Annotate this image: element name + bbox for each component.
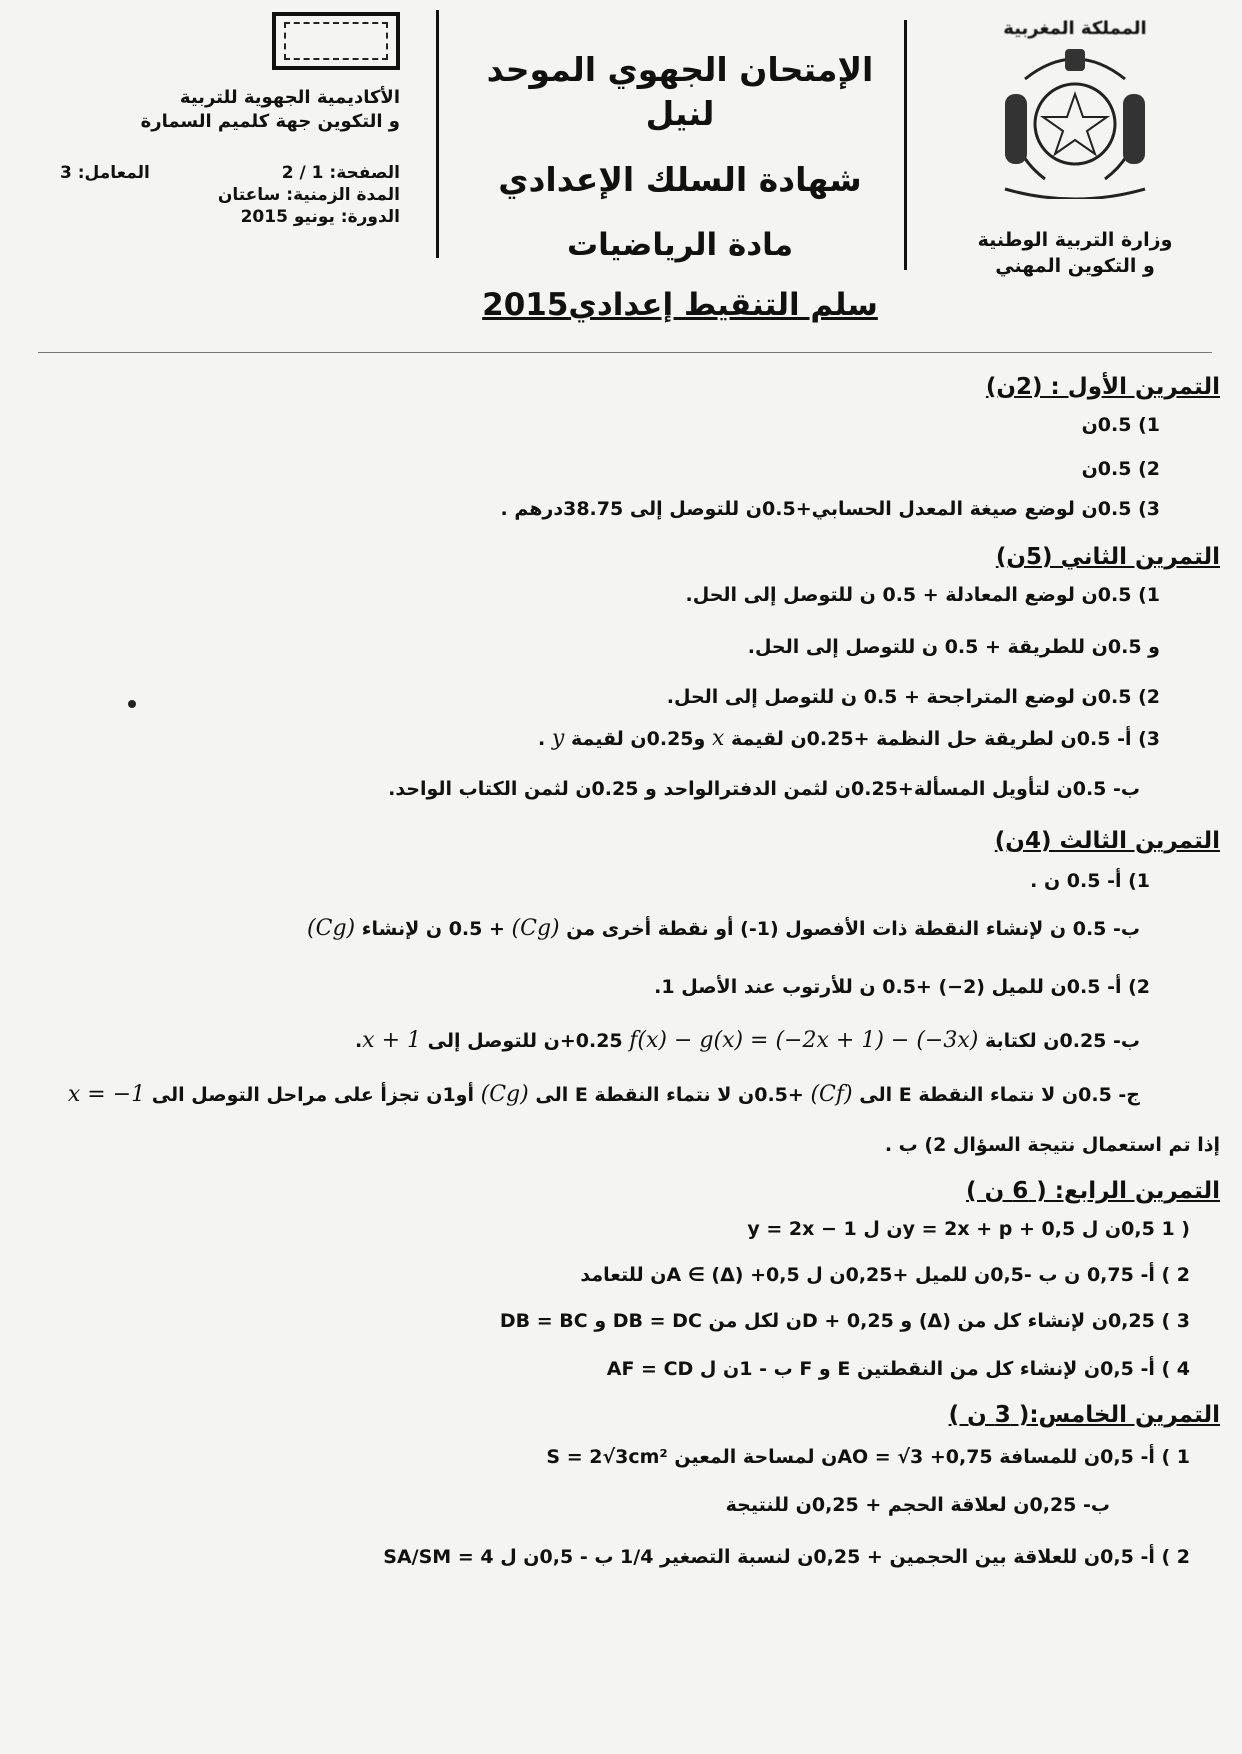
ex2-line1: 1) 0.5ن لوضع المعادلة + 0.5 ن للتوصل إلى الحل. [685,584,1160,606]
math-cf: (Cf) [810,1082,853,1107]
ex1-line1: 1) 0.5ن [1081,414,1160,436]
ex5-line2: ب- 0,25ن لعلاقة الحجم + 0,25ن للنتيجة [725,1494,1110,1516]
session: الدورة: يونيو 2015 [240,207,400,227]
duration: المدة الزمنية: ساعتان [217,185,400,205]
ministry-line2: و التكوين المهني [995,255,1155,277]
ex4-line2: 2 ) أ- 0,75 ن ب -0,5ن للميل +0,25ن ل A ∈ (Δ) +0,5ن للتعامد [580,1264,1190,1286]
exercise-5-title: التمرين الخامس:( 3 ن ) [948,1402,1220,1428]
exam-meta [60,162,400,228]
ex4-line4: 4 ) أ- 0,5ن لإنشاء كل من النقطتين E و F ب - 1ن ل AF = CD [606,1358,1190,1380]
ex4-line3: 3 ) 0,25ن لإنشاء كل من (Δ) و D + 0,25ن لكل من DB = DC و DB = BC [499,1310,1190,1332]
royal-emblem-icon [985,39,1165,209]
ex3-line4b: 0.25+ن للتوصل إلى [427,1030,623,1052]
ex2-line4a: 3) أ- 0.5ن لطريقة حل النظمة +0.25ن لقيمة [731,728,1160,750]
ex3-line4: ب- 0.25ن لكتابة f(x) − g(x) = (−2x + 1) − (−3x) 0.25+ن للتوصل إلى x + 1. [354,1028,1140,1053]
ex3-line2 [40,914,1140,944]
ex2-line2: و 0.5ن للطريقة + 0.5 ن للتوصل إلى الحل. [747,636,1160,658]
ex2-line4b: و0.25ن لقيمة [570,728,706,750]
ex3-line4a: ب- 0.25ن لكتابة [984,1030,1140,1052]
kingdom-label: المملكة المغربية [1003,18,1147,39]
academy-line2: و التكوين جهة كلميم السمارة [140,111,400,132]
ex5-line1: 1 ) أ- 0,5ن للمسافة AO = √3 +0,75ن لمساحة المعين S = 2√3cm² [546,1446,1190,1468]
ex3-line6: إذا تم استعمال نتيجة السؤال 2) ب . [884,1134,1220,1156]
ex3-line5a: ج- 0.5ن لا نتماء النقطة E الى [859,1084,1140,1106]
grading-scale-title: سلم التنقيط إعدادي2015 [482,287,878,323]
academy-logo-icon [272,12,400,70]
academy-line1: الأكاديمية الجهوية للتربية [179,87,400,108]
ex2-line3: 2) 0.5ن لوضع المتراجحة + 0.5 ن للتوصل إلى الحل. [666,686,1160,708]
ex3-line5b: +0.5ن لا نتماء النقطة E الى [535,1084,804,1106]
exercise-4-title: التمرين الرابع: ( 6 ن ) [966,1178,1220,1204]
certificate-title: شهادة السلك الإعدادي [498,160,862,199]
header-divider-left [436,10,439,258]
exercise-1-title: التمرين الأول : (2ن) [985,374,1220,400]
header-rule [38,352,1212,353]
grading-content [40,368,1220,1572]
math-fg: f(x) − g(x) = (−2x + 1) − (−3x) [629,1028,979,1053]
ex3-line2b: + 0.5 ن لإنشاء [361,918,505,940]
math-cg-2: (Cg) [307,916,356,941]
math-cg-1: (Cg) [511,916,560,941]
ex1-line2: 2) 0.5ن [1081,458,1160,480]
ex3-line5c: أو1ن تجزأ على مراحل التوصل الى [151,1084,474,1106]
ex4-line1: ( 1 0,5ن ل y = 2x + p + 0,5ن ل y = 2x − 1 [747,1218,1190,1240]
ministry-line1: وزارة التربية الوطنية [977,229,1173,251]
exercise-3-title: التمرين الثالث (4ن) [994,828,1220,854]
math-cg-3: (Cg) [480,1082,529,1107]
subject-title: مادة الرياضيات [566,227,794,263]
ex3-line2a: ب- 0.5 ن لإنشاء النقطة ذات الأفصول (1-) أو نقطة أخرى من [566,918,1140,940]
exam-title: الإمتحان الجهوي الموحد لنيل [486,50,874,133]
ex5-line3: 2 ) أ- 0,5ن للعلاقة بين الحجمين + 0,25ن لنسبة التصغير 1/4 ب - 0,5ن ل SA/SM = 4 [383,1546,1190,1568]
exam-title-block [450,48,910,326]
math-xm1: x = −1 [67,1082,146,1107]
ex2-line5: ب- 0.5ن لتأويل المسألة+0.25ن لثمن الدفترالواحد و 0.25ن لثمن الكتاب الواحد. [388,778,1140,800]
ex1-line3: 3) 0.5ن لوضع صيغة المعدل الحسابي+0.5ن للتوصل إلى 38.75درهم . [500,498,1160,520]
math-y: y [551,726,565,751]
math-xp1: x + 1 [362,1028,421,1053]
ex3-line1: 1) أ- 0.5 ن . [1030,870,1150,892]
exercise-2-title: التمرين الثاني (5ن) [995,544,1220,570]
academy-block [60,12,400,228]
ex3-line3: 2) أ- 0.5ن للميل (2−) +0.5 ن للأرتوب عند الأصل 1. [654,976,1150,998]
ministry-block [950,18,1200,279]
page-number: الصفحة: 1 / 2 [281,163,400,183]
ex3-line5 [40,1080,1140,1110]
math-x: x [711,726,725,751]
coefficient: المعامل: 3 [60,163,150,183]
ex2-line4: 3) أ- 0.5ن لطريقة حل النظمة +0.25ن لقيمة x و0.25ن لقيمة y . [538,726,1160,751]
